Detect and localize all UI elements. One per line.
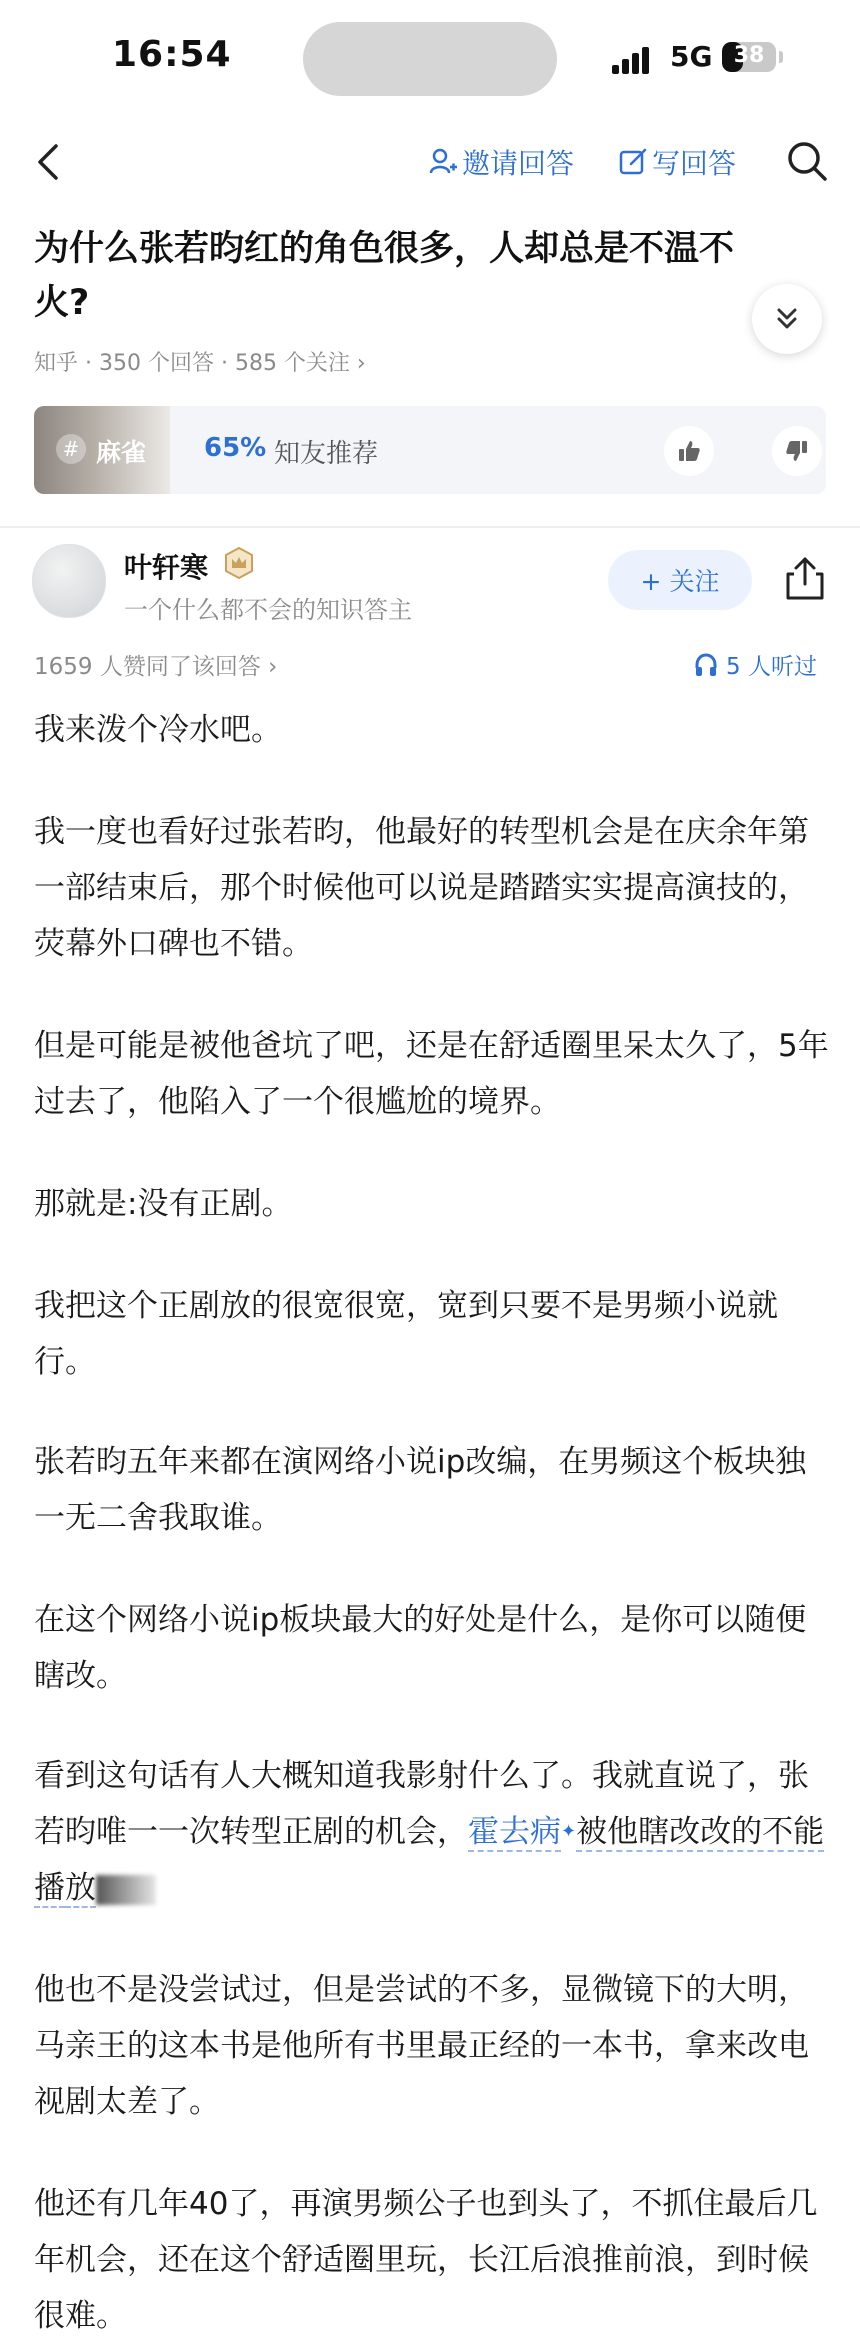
- answer-paragraph-1: 我来泼个冷水吧。: [34, 712, 282, 748]
- dynamic-island: [303, 22, 557, 96]
- write-answer-label: 写回答: [652, 147, 737, 180]
- author-name[interactable]: 叶轩寒: [124, 551, 209, 584]
- headphones-icon: [694, 653, 718, 677]
- recommender-name: 麻雀: [96, 438, 147, 467]
- listen-count-label: 5 人听过: [726, 654, 817, 680]
- chevron-left-icon[interactable]: [28, 138, 72, 186]
- answer-paragraph-8: [34, 1748, 834, 1916]
- search-icon[interactable]: [784, 138, 830, 184]
- answer-paragraph-4: 那就是:没有正剧。: [34, 1186, 293, 1222]
- double-chevron-down-icon: [773, 304, 801, 334]
- answer-paragraph-3: 但是可能是被他爸坑了吧，还是在舒适圈里呆太久了，5年过去了，他陷入了一个很尴尬的境界。: [34, 1028, 829, 1120]
- top-nav: [0, 120, 860, 204]
- thumb-up-icon: [677, 439, 701, 463]
- answer-paragraph-8-text: 看到这句话有人大概知道我影射什么了。我就直说了，张若昀唯一一次转型正剧的机会，: [34, 1758, 809, 1850]
- status-bar: [0, 0, 860, 120]
- huoqubing-link[interactable]: 霍去病: [468, 1814, 561, 1850]
- invite-answer-button[interactable]: [428, 140, 574, 184]
- answer-paragraph-10: 他还有几年40了，再演男频公子也到头了，不抓住最后几年机会，还在这个舒适圈里玩，长江后浪推前浪，到时候很难。: [34, 2186, 818, 2334]
- write-answer-button[interactable]: [618, 140, 736, 184]
- answer-paragraph-8-cut: 放: [65, 1870, 96, 1906]
- answer-paragraph-6: 张若昀五年来都在演网络小说ip改编，在男频这个板块独一无二舍我取谁。: [34, 1444, 807, 1536]
- thumb-up-button[interactable]: [664, 426, 714, 476]
- invite-answer-label: 邀请回答: [462, 147, 575, 180]
- collapse-button[interactable]: [752, 284, 822, 354]
- recommender-tag[interactable]: [34, 406, 170, 494]
- recommend-percent: 65%: [204, 433, 267, 463]
- answer-paragraph-5: 我把这个正剧放的很宽很宽，宽到只要不是男频小说就行。: [34, 1288, 778, 1380]
- hash-icon: #: [56, 434, 86, 464]
- question-title[interactable]: 为什么张若昀红的角色很多，人却总是不温不火?: [34, 229, 735, 323]
- answer-paragraph-9: 他也不是没尝试过，但是尝试的不多，显微镜下的大明，马亲王的这本书是他所有书里最正经的一本书，拿来改电视剧太差了。: [34, 1972, 809, 2120]
- answer-paragraph-8-tail: 被他瞎改改的不能播: [34, 1814, 825, 1906]
- answer-paragraph-2: 我一度也看好过张若昀，他最好的转型机会是在庆余年第一部结束后，那个时候他可以说是踏踏实实提高演技的，荧幕外口碑也不错。: [34, 814, 809, 962]
- answer-paragraph-7: 在这个网络小说ip板块最大的好处是什么，是你可以随便瞎改。: [34, 1602, 807, 1694]
- thumb-down-button[interactable]: [772, 426, 822, 476]
- battery-icon: [722, 42, 776, 72]
- follow-button[interactable]: + 关注: [608, 550, 752, 610]
- likes-count[interactable]: 1659 人赞同了该回答 ›: [34, 654, 278, 680]
- network-type: 5G: [670, 40, 713, 73]
- author-bio: 一个什么都不会的知识答主: [124, 596, 412, 624]
- question-meta[interactable]: 知乎 · 350 个回答 · 585 个关注 ›: [34, 351, 366, 376]
- status-time: 16:54: [112, 34, 232, 75]
- thumb-down-icon: [785, 439, 809, 463]
- person-add-icon: [428, 147, 458, 177]
- battery-level: 38: [733, 43, 765, 68]
- listen-count-button[interactable]: [694, 648, 817, 681]
- share-icon[interactable]: [782, 554, 828, 602]
- pencil-icon: [618, 147, 648, 177]
- link-sparkle-icon: ✦: [561, 1821, 577, 1842]
- avatar[interactable]: [32, 544, 106, 618]
- crown-badge-icon: [222, 546, 256, 580]
- section-divider: [0, 526, 860, 528]
- signal-icon: [612, 44, 658, 74]
- recommendation-bar: [34, 406, 826, 494]
- battery-tip: [779, 51, 783, 63]
- blurred-text: [96, 1875, 156, 1905]
- recommend-label: 知友推荐: [274, 439, 379, 469]
